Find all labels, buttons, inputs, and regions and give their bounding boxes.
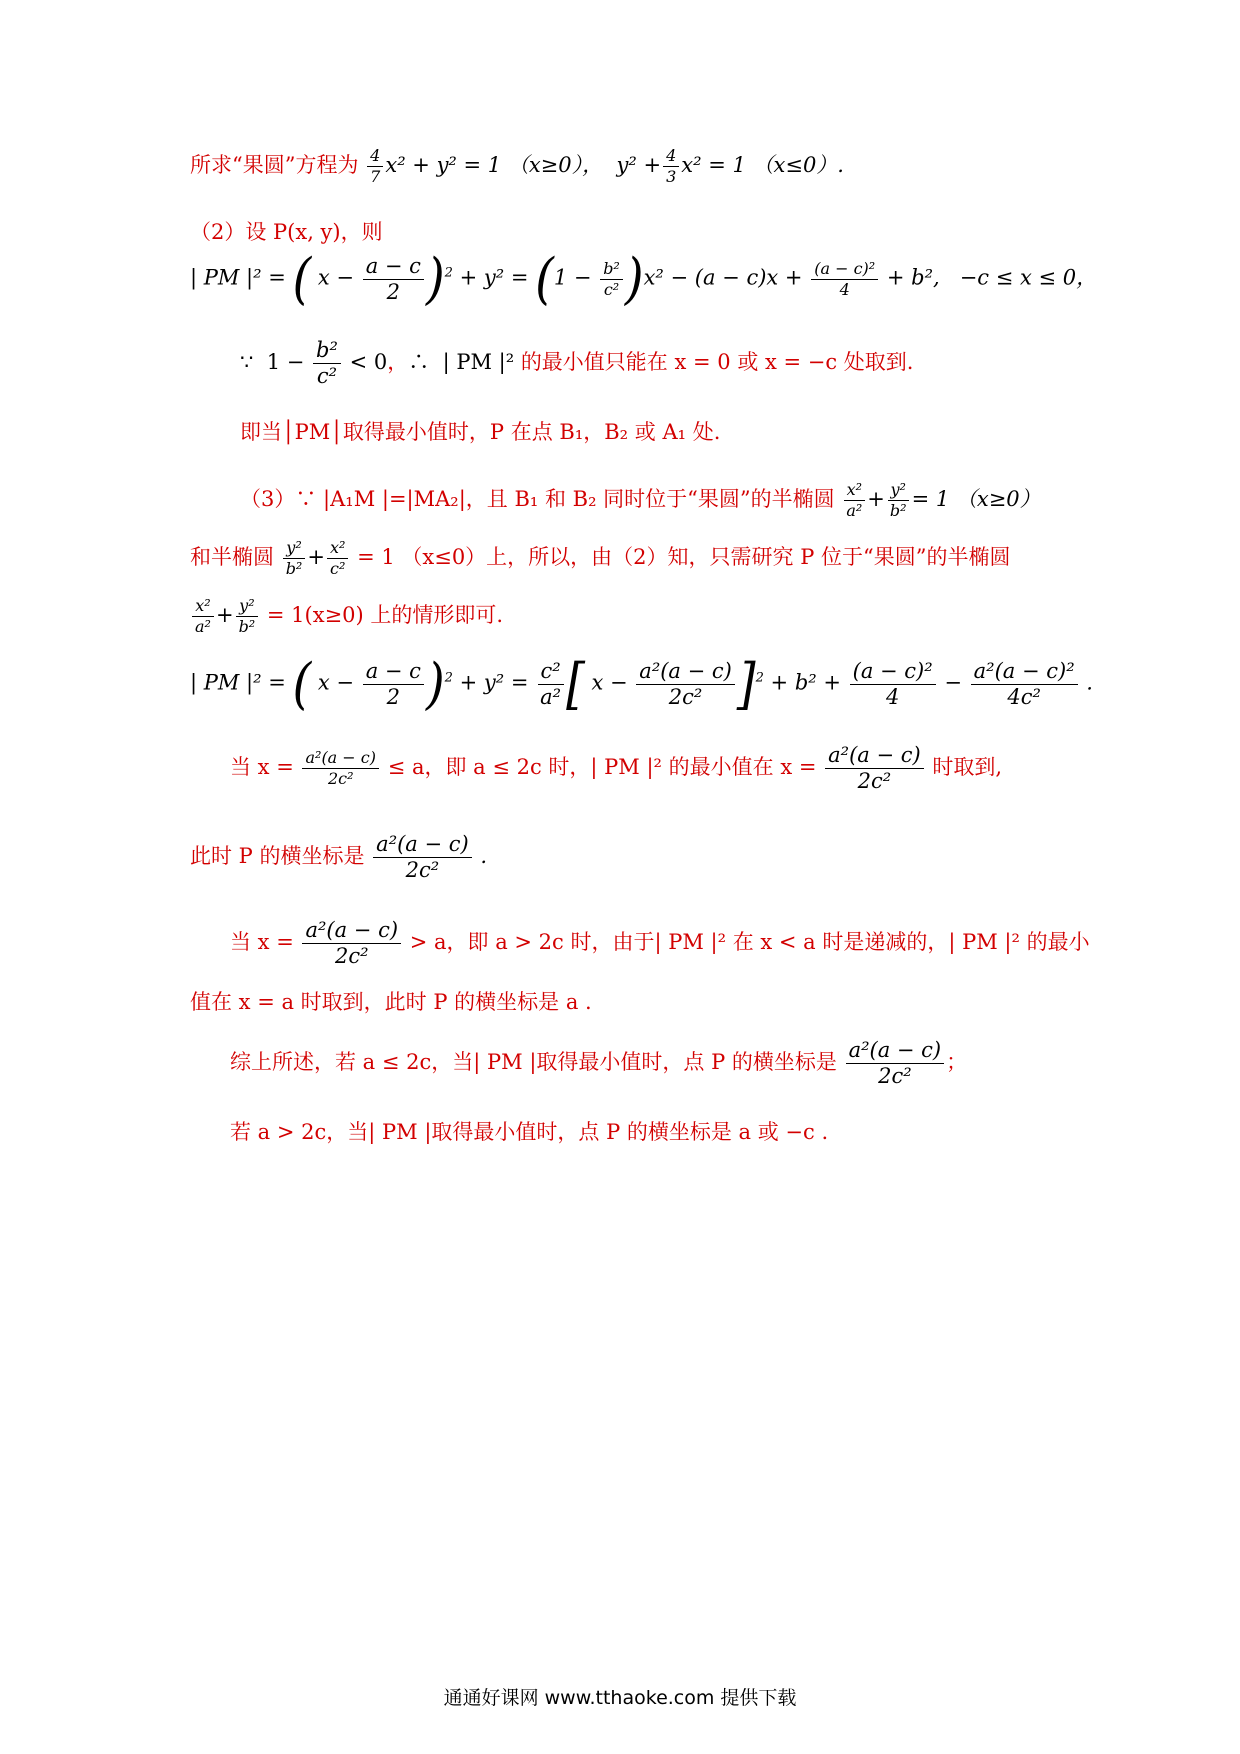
formula-2b: x² = 1 （x≤0）. bbox=[681, 153, 844, 177]
part3-text-2a: 和半椭圆 bbox=[190, 545, 274, 569]
part2-text: （2）设 P(x, y)，则 bbox=[190, 220, 383, 244]
case-2-a: 当 x = bbox=[230, 930, 294, 954]
min-value-line: ∵ 1 − $\frac{\text{b²}}{\text{c²}}$ < 0，∴ | PM |² 的最小值只能在 x = 0 或 x = −c 处取到. bbox=[240, 338, 914, 388]
part3-text-2b: = 1 （x≤0）上，所以，由（2）知，只需研究 P 位于“果圆”的半椭圆 bbox=[357, 545, 1011, 569]
pm-squared-formula-2: | PM |² = ( x − $\frac{a - c}{2}$ )$^2$ + y² = $\frac{\text{c²}}{\text{a²}}$ [ x − $\frac{\text{a²(a − c)}}{\text{2c²}}$ ]$^2$ + b² + $\frac{\text{(a − c)²}}{4}$ − $\frac{\text{a²(a − c)²}}{\text{4c²}}$ . bbox=[190, 651, 1093, 717]
summary-text-1: 综上所述，若 a ≤ 2c，当| PM |取得最小值时，点 P 的横坐标是 bbox=[230, 1050, 837, 1074]
min-position-line bbox=[240, 422, 1060, 443]
part3-line-3: $\frac{\text{x²}}{\text{a²}}$ + $\frac{\text{y²}}{\text{b²}}$ = 1(x≥0) 上的情形即可. bbox=[190, 598, 1060, 635]
range-condition: −c ≤ x ≤ 0， bbox=[959, 265, 1098, 290]
summary-text-2: 若 a > 2c，当| PM |取得最小值时，点 P 的横坐标是 a 或 −c . bbox=[230, 1120, 829, 1144]
case-2-b: > a，即 a > 2c 时，由于| PM |² 在 x < a 时是递减的，| PM |² 的最小 bbox=[409, 930, 1090, 954]
min-value-text: 的最小值只能在 x = 0 或 x = −c 处取到. bbox=[520, 350, 914, 374]
summary-line-2 bbox=[230, 1122, 1060, 1143]
case-1-line: 当 x = $\frac{\text{a²(a − c)}}{\text{2c²}}$ ≤ a，即 a ≤ 2c 时，| PM |² 的最小值在 x = $\frac{\text{a²(a − c)}}{\text{2c²}}$ 时取到, bbox=[230, 743, 1003, 793]
summary-line-1: 综上所述，若 a ≤ 2c，当| PM |取得最小值时，点 P 的横坐标是 $\frac{\text{a²(a − c)}}{\text{2c²}}$ ； bbox=[230, 1038, 968, 1088]
cond-1: （x≥0）， bbox=[507, 153, 604, 177]
case-2-line: 当 x = $\frac{\text{a²(a − c)}}{\text{2c²}}$ > a，即 a > 2c 时，由于| PM |² 在 x < a 时是递减的，| PM |² 的最小 bbox=[230, 918, 1090, 968]
case-1-a: 当 x = bbox=[230, 755, 294, 779]
case-1-b: ≤ a，即 a ≤ 2c 时，| PM |² 的最小值在 x = bbox=[387, 755, 817, 779]
min-position-text: 即当│PM│取得最小值时，P 在点 B₁，B₂ 或 A₁ 处. bbox=[240, 420, 721, 444]
part3-line-2: 和半椭圆 $\frac{\text{y²}}{\text{b²}}$ + $\frac{\text{x²}}{\text{c²}}$ = 1 （x≤0）上，所以，由（2）知，只需研究 P 位于“果圆”的半椭圆 bbox=[190, 538, 1011, 578]
formula-2a: y² + bbox=[616, 153, 662, 177]
ellipse-eq-1: = 1 （x≥0） bbox=[911, 487, 1041, 511]
case-1-result: 此时 P 的横坐标是 $\frac{\text{a²(a − c)}}{\text{2c²}}$ . bbox=[190, 832, 488, 882]
pm-squared-formula-1: | PM |² = ( x − $\frac{a - c}{2}$ )$^2$ + y² = (1 − $\frac{\text{b²}}{\text{c²}}$ )x² − (a − c)x + $\frac{\text{(a − c)²}}{4}$ + b², −c ≤ x ≤ 0， bbox=[190, 246, 1098, 312]
part3-line-1: （3）∵ |A₁M |=|MA₂|，且 B₁ 和 B₂ 同时位于“果圆”的半椭圆 $\frac{\text{x²}}{\text{a²}}$ + $\frac{\text{y²}}{\text{b²}}$ = 1 （x≥0） bbox=[240, 480, 1041, 520]
part3-text-3: = 1(x≥0) 上的情形即可. bbox=[266, 603, 504, 627]
part3-text-1: （3）∵ |A₁M |=|MA₂|，且 B₁ 和 B₂ 同时位于“果圆”的半椭圆 bbox=[240, 487, 835, 511]
case-2-result-text: 值在 x = a 时取到，此时 P 的横坐标是 a . bbox=[190, 990, 592, 1014]
equation-result-line bbox=[190, 148, 1060, 185]
result-text: 所求“果圆”方程为 bbox=[190, 153, 359, 177]
formula-1: $\frac{4}{7}$ x² + y² = 1 （x≥0）， y² + $\frac{4}{3}$ x² = 1 （x≤0）. bbox=[365, 153, 844, 177]
case-1-result-text: 此时 P 的横坐标是 bbox=[190, 844, 365, 868]
case-2-answer bbox=[190, 992, 1060, 1013]
footer-source: 通通好课网 www.tthaoke.com 提供下载 bbox=[443, 1687, 797, 1709]
case-1-c: 时取到, bbox=[932, 755, 1003, 779]
part2-heading bbox=[190, 222, 1060, 243]
